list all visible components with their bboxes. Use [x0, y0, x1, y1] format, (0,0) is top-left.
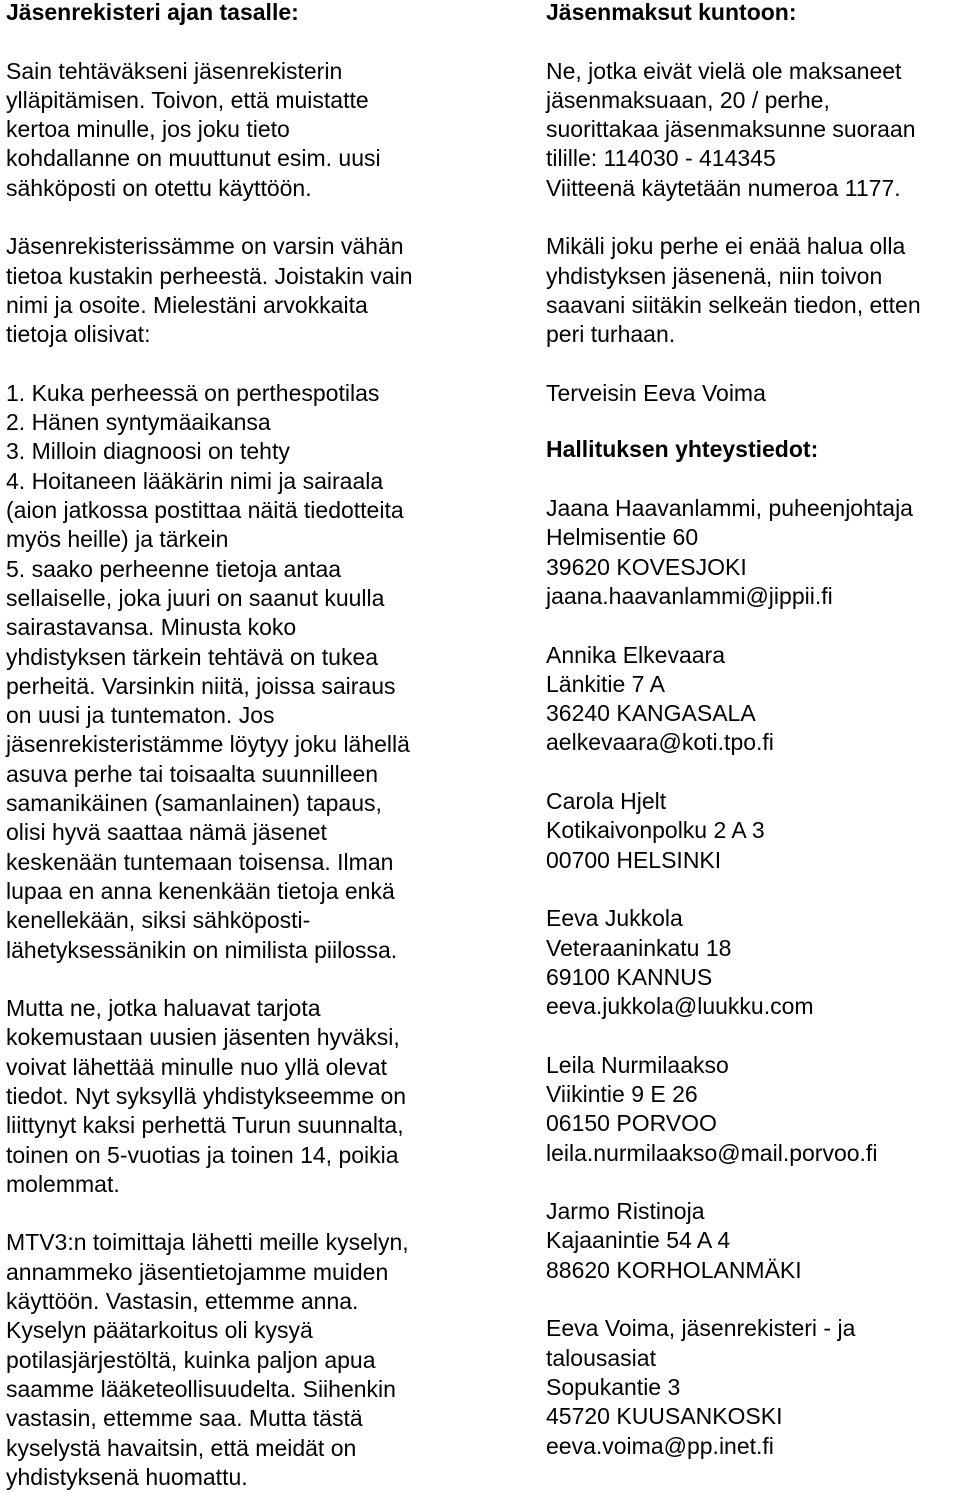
contact-block	[546, 787, 960, 875]
text-line: tiedot. Nyt syksyllä yhdistykseemme on	[6, 1082, 407, 1109]
text-line: on uusi ja tuntematon. Jos	[6, 702, 275, 729]
text-line: 5. saako perheenne tietoja antaa	[6, 555, 342, 582]
text-line: Ne, jotka eivät vielä ole maksaneet	[546, 57, 902, 84]
text-line: jäsenmaksuaan, 20 / perhe,	[546, 86, 830, 113]
offer-experience-paragraph	[6, 994, 526, 1199]
text-line: vastasin, ettemme saa. Mutta tästä	[6, 1405, 363, 1432]
text-line: sellaiselle, joka juuri on saanut kuulla	[6, 584, 385, 611]
contact-block	[546, 1051, 960, 1168]
text-line: jäsenrekisteristämme löytyy joku lähellä	[6, 731, 410, 758]
contact-email: leila.nurmilaakso@mail.porvoo.fi	[546, 1139, 878, 1166]
numbered-list-paragraph	[6, 379, 526, 965]
text-line: yhdistyksenä huomattu.	[6, 1463, 248, 1490]
text-line: ylläpitämisen. Toivon, että muistatte	[6, 86, 369, 113]
contact-block	[546, 904, 960, 1021]
contact-block	[546, 1314, 960, 1460]
text-line: käyttöön. Vastasin, ettemme anna.	[6, 1288, 359, 1315]
contact-name: Jarmo Ristinoja	[546, 1198, 705, 1225]
contact-email: aelkevaara@koti.tpo.fi	[546, 729, 774, 756]
text-line: lähetyksessänikin on nimilista piilossa.	[6, 936, 398, 963]
text-line: kyselystä havaitsin, että meidät on	[6, 1434, 357, 1461]
text-line: 4. Hoitaneen lääkärin nimi ja sairaala	[6, 467, 384, 494]
contact-postal: 06150 PORVOO	[546, 1110, 717, 1137]
contact-block	[546, 1197, 960, 1285]
text-line: kenellekään, siksi sähköposti-	[6, 907, 311, 934]
contact-street: Sopukantie 3	[546, 1373, 681, 1400]
contact-role: talousasiat	[546, 1344, 656, 1371]
contact-name: Annika Elkevaara	[546, 641, 725, 668]
contact-name: Leila Nurmilaakso	[546, 1051, 729, 1078]
text-line: kertoa minulle, jos joku tieto	[6, 116, 290, 143]
contact-street: Kajaanintie 54 A 4	[546, 1227, 731, 1254]
text-line: saavani siitäkin selkeän tiedon, etten	[546, 291, 921, 318]
board-contacts-heading: Hallituksen yhteystiedot:	[546, 436, 819, 463]
right-column	[546, 0, 960, 1461]
contact-postal: 00700 HELSINKI	[546, 846, 722, 873]
text-line: saamme lääketeollisuudelta. Siihenkin	[6, 1375, 396, 1402]
contact-postal: 39620 KOVESJOKI	[546, 553, 747, 580]
text-line: suorittakaa jäsenmaksunne suoraan	[546, 116, 916, 143]
text-line: tilille: 114030 - 414345	[546, 145, 776, 172]
text-line: Sain tehtäväkseni jäsenrekisterin	[6, 57, 343, 84]
text-line: Terveisin Eeva Voima	[546, 379, 766, 406]
text-line: molemmat.	[6, 1170, 120, 1197]
text-line: potilasjärjestöltä, kuinka paljon apua	[6, 1346, 376, 1373]
text-line: Jäsenrekisterissämme on varsin vähän	[6, 233, 404, 260]
text-line: yhdistyksen jäsenenä, niin toivon	[546, 262, 883, 289]
membership-register-heading: Jäsenrekisteri ajan tasalle:	[6, 0, 299, 25]
text-line: 3. Milloin diagnoosi on tehty	[6, 438, 290, 465]
intro-paragraph	[6, 57, 526, 203]
contact-name: Eeva Voima, jäsenrekisteri - ja	[546, 1315, 856, 1342]
text-line: MTV3:n toimittaja lähetti meille kyselyn,	[6, 1229, 409, 1256]
contact-name: Carola Hjelt	[546, 788, 667, 815]
text-line: sairastavansa. Minusta koko	[6, 614, 297, 641]
left-column	[6, 0, 526, 1492]
signature-line	[546, 379, 960, 408]
contact-street: Helmisentie 60	[546, 524, 699, 551]
fees-paragraph	[546, 57, 960, 203]
contact-block	[546, 641, 960, 758]
text-line: peri turhaan.	[546, 321, 676, 348]
text-line: toinen on 5-vuotias ja toinen 14, poikia	[6, 1141, 399, 1168]
text-line: kokemustaan uusien jäsenten hyväksi,	[6, 1024, 400, 1051]
contact-email: eeva.jukkola@luukku.com	[546, 993, 814, 1020]
mtv3-inquiry-paragraph	[6, 1228, 526, 1492]
contact-name: Eeva Jukkola	[546, 905, 683, 932]
leave-membership-paragraph	[546, 232, 960, 349]
text-line: liittynyt kaksi perhettä Turun suunnalta,	[6, 1112, 404, 1139]
text-line: 1. Kuka perheessä on perthespotilas	[6, 379, 380, 406]
text-line: Mikäli joku perhe ei enää halua olla	[546, 233, 906, 260]
register-info-paragraph	[6, 232, 526, 349]
contact-email: eeva.voima@pp.inet.fi	[546, 1432, 774, 1459]
text-line: annammeko jäsentietojamme muiden	[6, 1258, 389, 1285]
contact-street: Kotikaivonpolku 2 A 3	[546, 817, 765, 844]
text-line: perheitä. Varsinkin niitä, joissa sairaus	[6, 672, 396, 699]
text-line: asuva perhe tai toisaalta suunnilleen	[6, 760, 379, 787]
contact-street: Viikintie 9 E 26	[546, 1080, 698, 1107]
text-line: keskenään tuntemaan toisensa. Ilman	[6, 848, 394, 875]
contact-postal: 45720 KUUSANKOSKI	[546, 1403, 783, 1430]
text-line: myös heille) ja tärkein	[6, 526, 229, 553]
contact-postal: 69100 KANNUS	[546, 963, 713, 990]
text-line: Mutta ne, jotka haluavat tarjota	[6, 995, 321, 1022]
text-line: lupaa en anna kenenkään tietoja enkä	[6, 877, 395, 904]
text-line: sähköposti on otettu käyttöön.	[6, 174, 312, 201]
text-line: Kyselyn päätarkoitus oli kysyä	[6, 1317, 313, 1344]
contact-postal: 88620 KORHOLANMÄKI	[546, 1256, 802, 1283]
text-line: Viitteenä käytetään numeroa 1177.	[546, 174, 901, 201]
text-line: voivat lähettää minulle nuo yllä olevat	[6, 1053, 388, 1080]
text-line: tietoa kustakin perheestä. Joistakin vain	[6, 262, 413, 289]
contact-postal: 36240 KANGASALA	[546, 700, 756, 727]
contact-street: Länkitie 7 A	[546, 670, 665, 697]
text-line: samanikäinen (samanlainen) tapaus,	[6, 790, 382, 817]
membership-fees-heading: Jäsenmaksut kuntoon:	[546, 0, 797, 25]
text-line: nimi ja osoite. Mielestäni arvokkaita	[6, 291, 368, 318]
text-line: tietoja olisivat:	[6, 321, 151, 348]
contact-email: jaana.haavanlammi@jippii.fi	[546, 582, 833, 609]
text-line: kohdallanne on muuttunut esim. uusi	[6, 145, 381, 172]
text-line: (aion jatkossa postittaa näitä tiedotteita	[6, 497, 404, 524]
text-line: olisi hyvä saattaa nämä jäsenet	[6, 819, 327, 846]
contact-name: Jaana Haavanlammi, puheenjohtaja	[546, 495, 913, 522]
text-line: 2. Hänen syntymäaikansa	[6, 409, 271, 436]
text-line: yhdistyksen tärkein tehtävä on tukea	[6, 643, 379, 670]
contact-street: Veteraaninkatu 18	[546, 934, 732, 961]
contact-block	[546, 494, 960, 611]
